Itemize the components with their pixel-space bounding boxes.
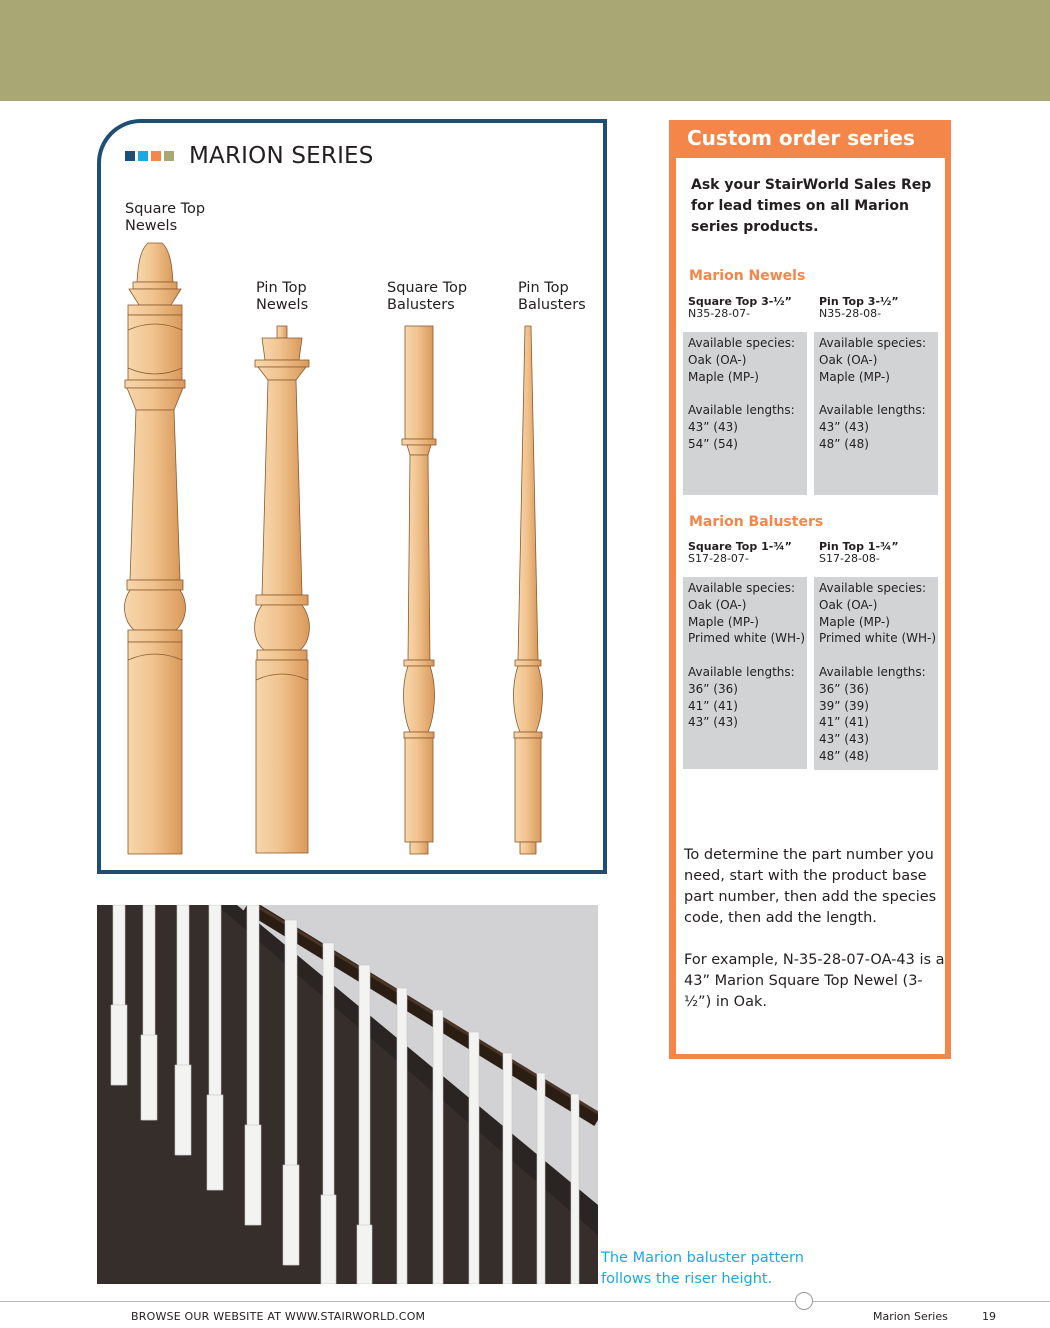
baluster-name: Square Top 1-¾” — [688, 540, 792, 553]
series-title: MARION SERIES — [189, 143, 374, 169]
header-band — [0, 0, 1050, 101]
baluster-code: S17-28-07- — [688, 552, 749, 565]
baluster-spec-box: Available species: Oak (OA-) Maple (MP-) Primed white (WH-) Available lengths: 36” (36) 41” (41) 43” (43) — [683, 577, 807, 769]
product-label-square-top-balusters: Square Top Balusters — [387, 280, 468, 313]
staircase-photo — [97, 905, 598, 1284]
balusters-heading: Marion Balusters — [689, 514, 824, 530]
pin-top-baluster-illustration — [514, 326, 543, 854]
product-label-pin-top-newels: Pin Top Newels — [256, 280, 309, 313]
square-top-newel-illustration — [124, 243, 185, 854]
newel-name: Pin Top 3-½” — [819, 295, 899, 308]
newel-code: N35-28-08- — [819, 307, 882, 320]
baluster-spec-box: Available species: Oak (OA-) Maple (MP-) Primed white (WH-) Available lengths: 36” (36) 39” (39) 41” (41) 43” (43) 48” (48) — [814, 577, 938, 770]
square-top-baluster-illustration — [402, 326, 436, 854]
photo-caption: The Marion baluster pattern follows the riser height. — [601, 1250, 804, 1287]
color-square — [164, 151, 174, 161]
newel-name: Square Top 3-½” — [688, 295, 792, 308]
footer-section-name: Marion Series — [873, 1310, 948, 1323]
newel-spec-box: Available species: Oak (OA-) Maple (MP-) Available lengths: 43” (43) 54” (54) — [683, 332, 807, 495]
product-label-square-top-newels: Square Top Newels — [125, 201, 206, 234]
footer-circle-ornament — [795, 1292, 813, 1310]
series-color-squares — [125, 151, 174, 161]
newel-spec-box: Available species: Oak (OA-) Maple (MP-) Available lengths: 43” (43) 48” (48) — [814, 332, 938, 495]
color-square — [138, 151, 148, 161]
newels-heading: Marion Newels — [689, 268, 806, 284]
part-number-example: For example, N-35-28-07-OA-43 is a 43” Marion Square Top Newel (3-½”) in Oak. — [684, 952, 945, 1010]
product-label-pin-top-balusters: Pin Top Balusters — [518, 280, 586, 313]
product-illustrations — [100, 240, 598, 860]
page-number: 19 — [982, 1310, 996, 1323]
baluster-code: S17-28-08- — [819, 552, 880, 565]
baluster-name: Pin Top 1-¾” — [819, 540, 899, 553]
newel-code: N35-28-07- — [688, 307, 751, 320]
sales-rep-note: Ask your StairWorld Sales Rep for lead times on all Marion series products. — [691, 177, 932, 235]
footer-website: BROWSE OUR WEBSITE AT WWW.STAIRWORLD.COM — [131, 1310, 426, 1323]
footer-rule — [0, 1301, 1050, 1302]
color-square — [151, 151, 161, 161]
custom-order-title: Custom order series — [687, 126, 915, 150]
pin-top-newel-illustration — [255, 326, 310, 853]
part-number-instructions: To determine the part number you need, start with the product base part number, then add the species code, then add the length. — [684, 847, 937, 926]
color-square — [125, 151, 135, 161]
